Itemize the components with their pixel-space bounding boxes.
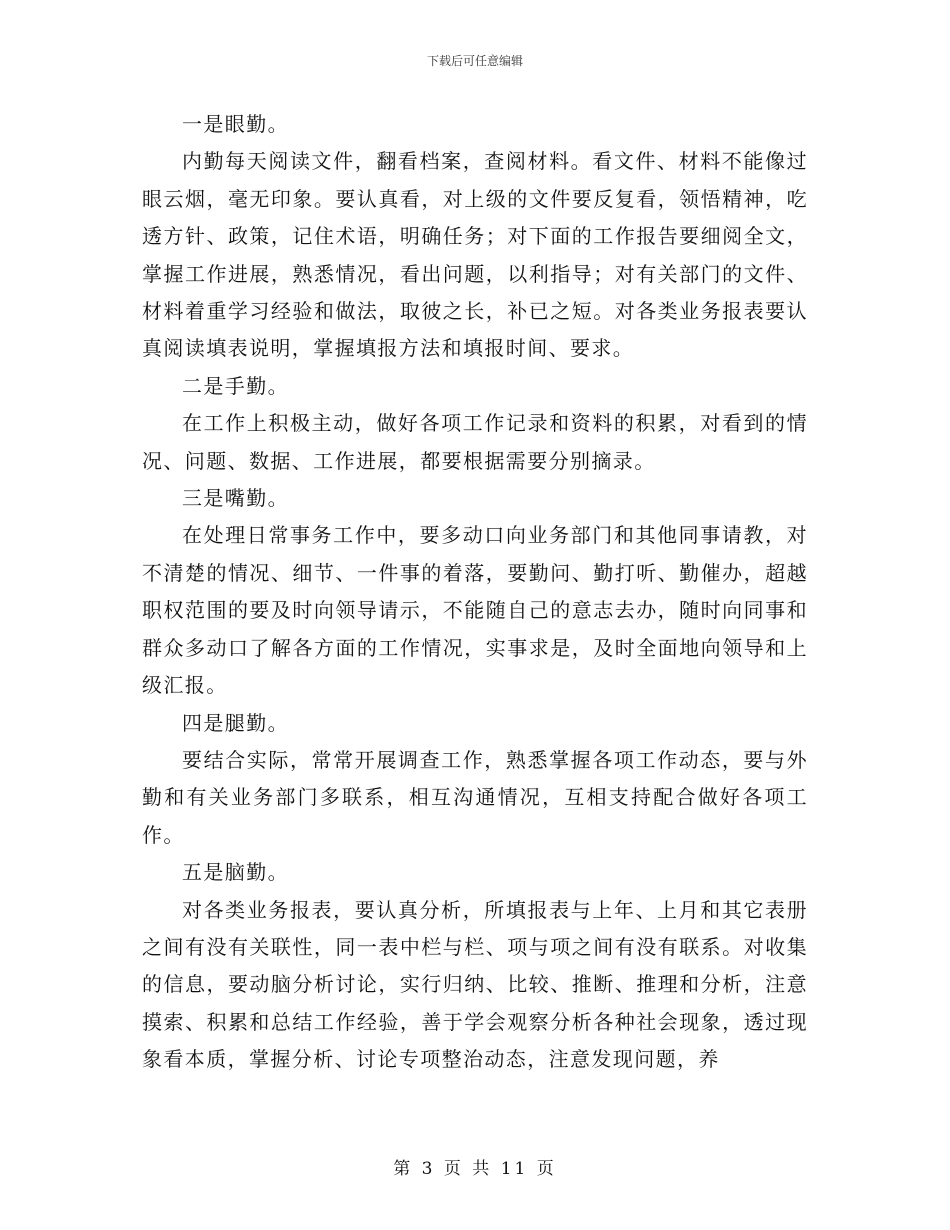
heading-leg-diligence: 四是腿勤。 [182, 710, 289, 735]
heading-eye-diligence: 一是眼勤。 [182, 112, 289, 136]
paragraph-leg-diligence: 要结合实际，常常开展调查工作，熟悉掌握各项工作动态，要与外勤和有关业务部门多联系，相互沟通情况，互相支持配合做好各项工作。 [142, 747, 808, 847]
page-footer: 第 3 页 共 11 页 [393, 1159, 557, 1179]
paragraph-mouth-diligence: 在处理日常事务工作中，要多动口向业务部门和其他同事请教，对不清楚的情况、细节、一件事的着落，要勤问、勤打听、勤催办，超越职权范围的要及时向领导请示，不能随自己的意志去办，随时向同事和群众多动口了解各方面的工作情况，实事求是，及时全面地向领导和上级汇报。 [142, 523, 808, 698]
page-header: 下载后可任意编辑 [426, 54, 523, 68]
heading-hand-diligence: 二是手勤。 [182, 373, 289, 398]
paragraph-brain-diligence: 对各类业务报表，要认真分析，所填报表与上年、上月和其它表册之间有没有关联性，同一表中栏与栏、项与项之间有没有联系。对收集的信息，要动脑分析讨论，实行归纳、比较、推断、推理和分析，注意摸索、积累和总结工作经验，善于学会观察分析各种社会现象，透过现象看本质，掌握分析、讨论专项整治动态，注意发现问题，养 [142, 897, 808, 1072]
heading-brain-diligence: 五是脑勤。 [182, 860, 289, 885]
paragraph-eye-diligence: 内勤每天阅读文件，翻看档案，查阅材料。看文件、材料不能像过眼云烟，毫无印象。要认真看，对上级的文件要反复看，领悟精神，吃透方针、政策，记住术语，明确任务；对下面的工作报告要细阅全文，掌握工作进展，熟悉情况，看出问题，以利指导；对有关部门的文件、材料着重学习经验和做法，取彼之长，补已之短。对各类业务报表要认真阅读填表说明，掌握填报方法和填报时间、要求。 [142, 149, 808, 361]
paragraph-hand-diligence: 在工作上积极主动，做好各项工作记录和资料的积累，对看到的情况、问题、数据、工作进展，都要根据需要分别摘录。 [142, 411, 808, 473]
document-body [142, 106, 808, 1079]
heading-mouth-diligence: 三是嘴勤。 [182, 486, 289, 511]
